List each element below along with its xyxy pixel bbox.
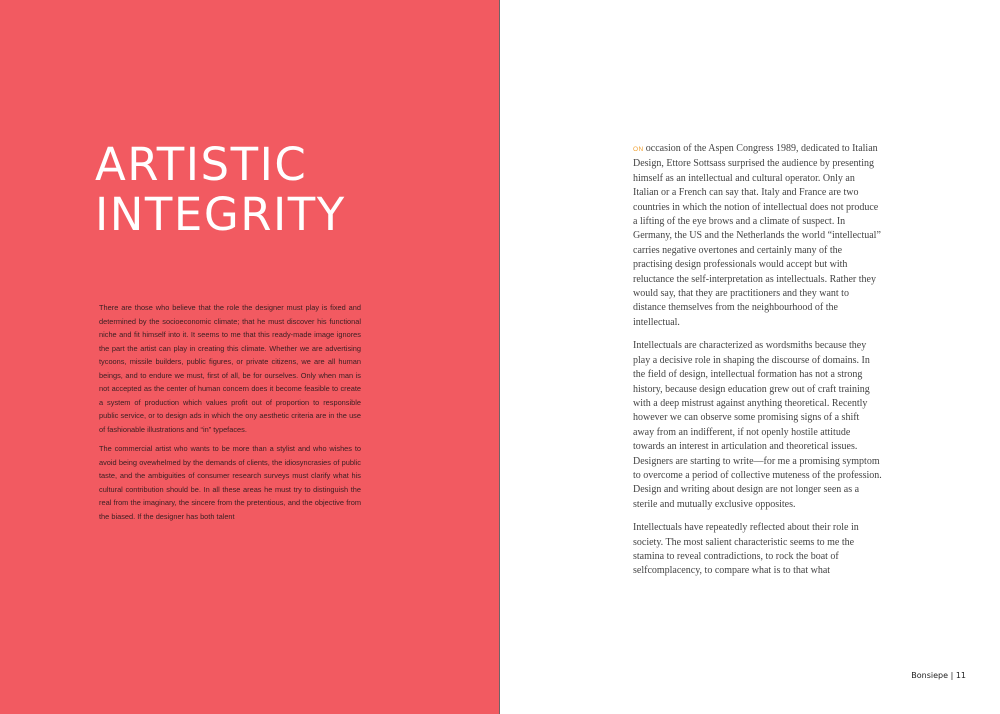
page-folio: Bonsiepe | 11 <box>911 671 966 680</box>
left-paragraph-2: The commercial artist who wants to be more than a stylist and who wishes to avoid being ovewhelmed by the demands of clients, the idiosyncrasies of public taste, and the ambiguities of consumer research surveys must clarify what his cultural contribution should be. In all these areas he must try to distinguish the real from the imaginary, the sincere from the pretentious, and the objective from the biased. If the designer has both talent <box>99 444 361 521</box>
right-paragraph-1-text: occasion of the Aspen Congress 1989, dedicated to Italian Design, Ettore Sottsass surprised the audience by presenting himself as an intellectual and cultural operator. Only an Italian or a French can say that. Italy and France are two countries in which the notion of intellectual does not produce a lifting of the eye brows and a climate of suspect. In Germany, the US and the Netherlands the world “intellectual” carries negative overtones and certainly many of the practising design professionals would accept but with reluctance the self-interpretation as intellectuals. Rather they would say, that they are practitioners and they want to distance themselves from the neighbourhood of the intellectual. <box>633 143 881 328</box>
right-paragraph-1 <box>633 142 882 330</box>
left-paragraph-1: There are those who believe that the role the designer must play is fixed and determined by the socioeconomic climate; that he must discover his functional niche and fit himself into it. It seems to me that this ready-made image ignores the part the artist can play in creating this climate. Whether we are advertising tycoons, missile builders, public figures, or private citizens, we are all human beings, and to endure we must, first of all, be for ourselves. Only when man is not accepted as the center of human concern does it become feasible to create a system of production which values profit out of proportion to responsible public service, or to design ads in which the ony aesthetic criteria are in the use of fashionable illustrations and “in” typefaces. <box>99 303 361 434</box>
chapter-title-line-2: INTEGRITY <box>95 188 346 241</box>
chapter-title <box>95 140 346 240</box>
right-paragraph-2: Intellectuals are characterized as wordsmiths because they play a decisive role in shaping the discourse of domains. In the field of design, intellectual formation has not a strong history, because design education grew out of craft training with a deep mistrust against anything theoretical. Recently however we can observe some promising signs of a shift away from an indifferent, if not openly hostile attitude towards an interest in articulation and theoretical issues. Designers are starting to write—for me a promising symptom to overcome a period of collective muteness of the profession. Design and writing about design are not longer seen as a sterile and mutually exclusive opposites. <box>633 340 882 510</box>
right-paragraph-3: Intellectuals have repeatedly reflected about their role in society. The most salient characteristic seems to me the stamina to reveal contradictions, to rock the boat of selfcomplacency, to compare what is to that what <box>633 522 859 577</box>
lead-in-smallcaps: ON <box>633 146 644 153</box>
left-body-text <box>99 301 361 529</box>
right-page <box>500 0 1000 714</box>
right-body-text <box>633 142 882 588</box>
chapter-title-line-1: ARTISTIC <box>95 138 308 191</box>
